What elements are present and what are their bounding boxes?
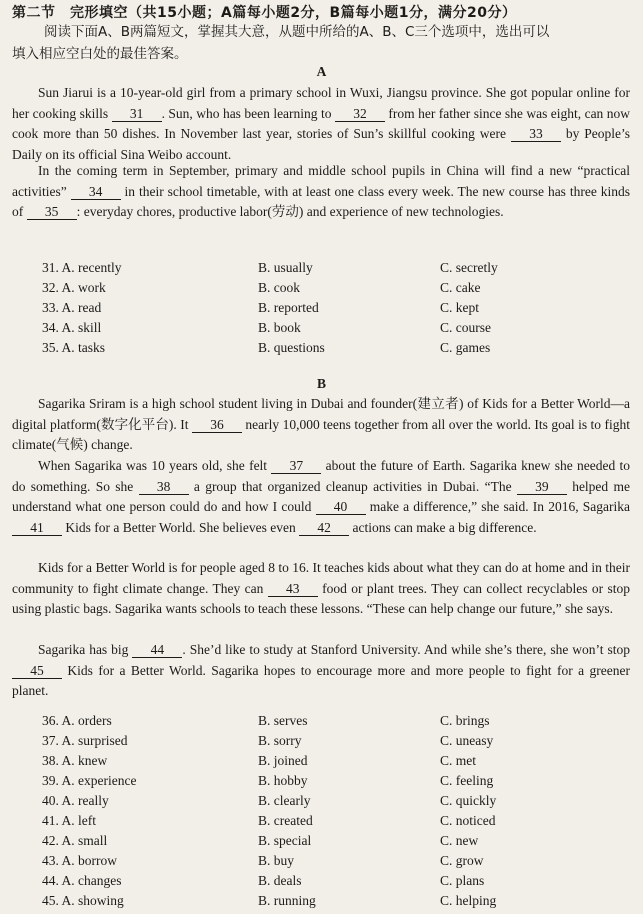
option-c[interactable]: C. grow: [440, 853, 484, 868]
option-b[interactable]: B. serves: [258, 713, 308, 728]
option-b[interactable]: B. cook: [258, 280, 300, 295]
option-a[interactable]: 34. A. skill: [42, 320, 102, 335]
text: When Sagarika was 10 years old, she felt: [38, 458, 272, 473]
instruction-line-2: 填入相应空白处的最佳答案。: [12, 46, 188, 62]
question-33-options: [0, 300, 643, 320]
question-37-options: [0, 733, 643, 753]
text: Kids for a Better World. Sagarika hopes to encourage more and more people to fight for a greener planet.: [12, 662, 630, 698]
passage-b-paragraph-2: [12, 456, 630, 538]
option-b[interactable]: B. sorry: [258, 733, 302, 748]
text: Kids for a Better World. She believes even: [62, 519, 300, 535]
option-b[interactable]: B. usually: [258, 260, 313, 275]
question-34-options: [0, 320, 643, 340]
option-c[interactable]: C. games: [440, 340, 491, 355]
passage-b-paragraph-1: [12, 394, 630, 456]
option-c[interactable]: C. course: [440, 320, 491, 335]
passage-a-paragraph-2: [12, 161, 630, 223]
option-c[interactable]: C. cake: [440, 280, 481, 295]
blank-31[interactable]: 31: [112, 107, 162, 122]
text: a group that organized cleanup activities in Dubai. “The: [188, 478, 517, 494]
option-c[interactable]: C. brings: [440, 713, 490, 728]
question-38-options: [0, 753, 643, 773]
option-b[interactable]: B. hobby: [258, 773, 308, 788]
text: make a difference,” she said. In 2016, Sagarika: [365, 499, 630, 514]
option-a[interactable]: 41. A. left: [42, 813, 96, 828]
option-b[interactable]: B. book: [258, 320, 301, 335]
blank-41[interactable]: 41: [12, 521, 62, 536]
text: helped me understand what one person could do and how I could: [12, 478, 630, 514]
question-43-options: [0, 853, 643, 873]
text: . Sun, who has been learning to: [161, 105, 335, 121]
option-a[interactable]: 35. A. tasks: [42, 340, 106, 355]
option-a[interactable]: 38. A. knew: [42, 753, 108, 768]
option-a[interactable]: 37. A. surprised: [42, 733, 128, 748]
passage-b-paragraph-4: [12, 640, 630, 702]
option-b[interactable]: B. deals: [258, 873, 302, 888]
question-44-options: [0, 873, 643, 893]
blank-36[interactable]: 36: [192, 418, 242, 433]
question-40-options: [0, 793, 643, 813]
question-42-options: [0, 833, 643, 853]
option-a[interactable]: 36. A. orders: [42, 713, 112, 728]
option-c[interactable]: C. kept: [440, 300, 479, 315]
option-c[interactable]: C. noticed: [440, 813, 496, 828]
question-45-options: [0, 893, 643, 913]
blank-40[interactable]: 40: [316, 500, 366, 515]
option-b[interactable]: B. running: [258, 893, 316, 908]
passage-a-paragraph-1: [12, 83, 630, 165]
text: Sagarika has big: [38, 642, 133, 657]
option-a[interactable]: 31. A. recently: [42, 260, 122, 275]
instructions: [12, 21, 632, 65]
option-a[interactable]: 32. A. work: [42, 280, 106, 295]
option-b[interactable]: B. clearly: [258, 793, 311, 808]
blank-35[interactable]: 35: [27, 205, 77, 220]
passage-a-label: A: [316, 64, 327, 79]
option-b[interactable]: B. reported: [258, 300, 319, 315]
blank-38[interactable]: 38: [139, 480, 189, 495]
blank-37[interactable]: 37: [271, 459, 321, 474]
option-a[interactable]: 44. A. changes: [42, 873, 122, 888]
blank-32[interactable]: 32: [335, 107, 385, 122]
option-b[interactable]: B. joined: [258, 753, 308, 768]
option-c[interactable]: C. met: [440, 753, 476, 768]
question-41-options: [0, 813, 643, 833]
option-a[interactable]: 40. A. really: [42, 793, 109, 808]
option-a[interactable]: 33. A. read: [42, 300, 102, 315]
option-c[interactable]: C. new: [440, 833, 479, 848]
option-b[interactable]: B. buy: [258, 853, 295, 868]
text: . She’d like to study at Stanford University. And while she’s there, she won’t stop: [182, 642, 630, 657]
blank-34[interactable]: 34: [71, 185, 121, 200]
blank-39[interactable]: 39: [517, 480, 567, 495]
text: food or plant trees. They can collect recyclables or stop using plastic bags. Sagarika wants schools to teach these lessons. “These can help change our future,” she says.: [12, 580, 630, 616]
passage-b-paragraph-3: [12, 558, 630, 620]
option-c[interactable]: C. quickly: [440, 793, 497, 808]
text: by People’s Daily on its official Sina Weibo account.: [12, 126, 630, 162]
passage-b-label: B: [316, 376, 326, 391]
text: In the coming term in September, primary and middle school pupils in China will find a new “practical activities”: [12, 163, 630, 199]
option-c[interactable]: C. plans: [440, 873, 485, 888]
option-a[interactable]: 42. A. small: [42, 833, 108, 848]
text: : everyday chores, productive labor(劳动) and experience of new technologies.: [76, 204, 504, 219]
blank-43[interactable]: 43: [268, 582, 318, 597]
option-a[interactable]: 45. A. showing: [42, 893, 124, 908]
option-c[interactable]: C. helping: [440, 893, 497, 908]
text: actions can make a big difference.: [349, 519, 537, 535]
option-b[interactable]: B. questions: [258, 340, 325, 355]
question-39-options: [0, 773, 643, 793]
text: nearly 10,000 teens together from all over the world. Its goal is to fight climate(气候) change.: [12, 416, 631, 452]
blank-33[interactable]: 33: [511, 127, 561, 142]
blank-45[interactable]: 45: [12, 664, 62, 679]
option-c[interactable]: C. secretly: [440, 260, 498, 275]
text: Sun Jiarui is a 10-year-old girl from a primary school in Wuxi, Jiangsu province. She got popular online for her cooking skills: [12, 85, 630, 121]
question-35-options: [0, 340, 643, 360]
blank-44[interactable]: 44: [132, 643, 182, 658]
option-a[interactable]: 39. A. experience: [42, 773, 137, 788]
section-title: 第二节 完形填空（共15小题；A篇每小题2分，B篇每小题1分，满分20分）: [12, 5, 517, 21]
text: in their school timetable, with at least one class every week. The new course has three kinds of: [12, 183, 630, 219]
option-b[interactable]: B. created: [258, 813, 313, 828]
instruction-line-1: 阅读下面A、B两篇短文，掌握其大意，从题中所给的A、B、C三个选项中，选出可以: [44, 24, 550, 40]
question-32-options: [0, 280, 643, 300]
text: Sagarika Sriram is a high school student living in Dubai and founder(建立者) of Kids for a Better World—a digital platform(数字化平台). It: [12, 396, 630, 432]
question-36-options: [0, 713, 643, 733]
option-c[interactable]: C. feeling: [440, 773, 494, 788]
blank-42[interactable]: 42: [299, 521, 349, 536]
option-a[interactable]: 43. A. borrow: [42, 853, 117, 868]
text: from her father since she was eight, can now cook more than 50 dishes. In November last year, stories of Sun’s skillful cooking were: [12, 105, 631, 141]
option-c[interactable]: C. uneasy: [440, 733, 494, 748]
question-31-options: [0, 260, 643, 280]
text: Kids for a Better World is for people aged 8 to 16. It teaches kids about what they can do at home and in their community to fight climate change. They can: [12, 560, 630, 596]
text: about the future of Earth. Sagarika knew she needed to do something. So she: [12, 458, 630, 494]
option-b[interactable]: B. special: [258, 833, 312, 848]
